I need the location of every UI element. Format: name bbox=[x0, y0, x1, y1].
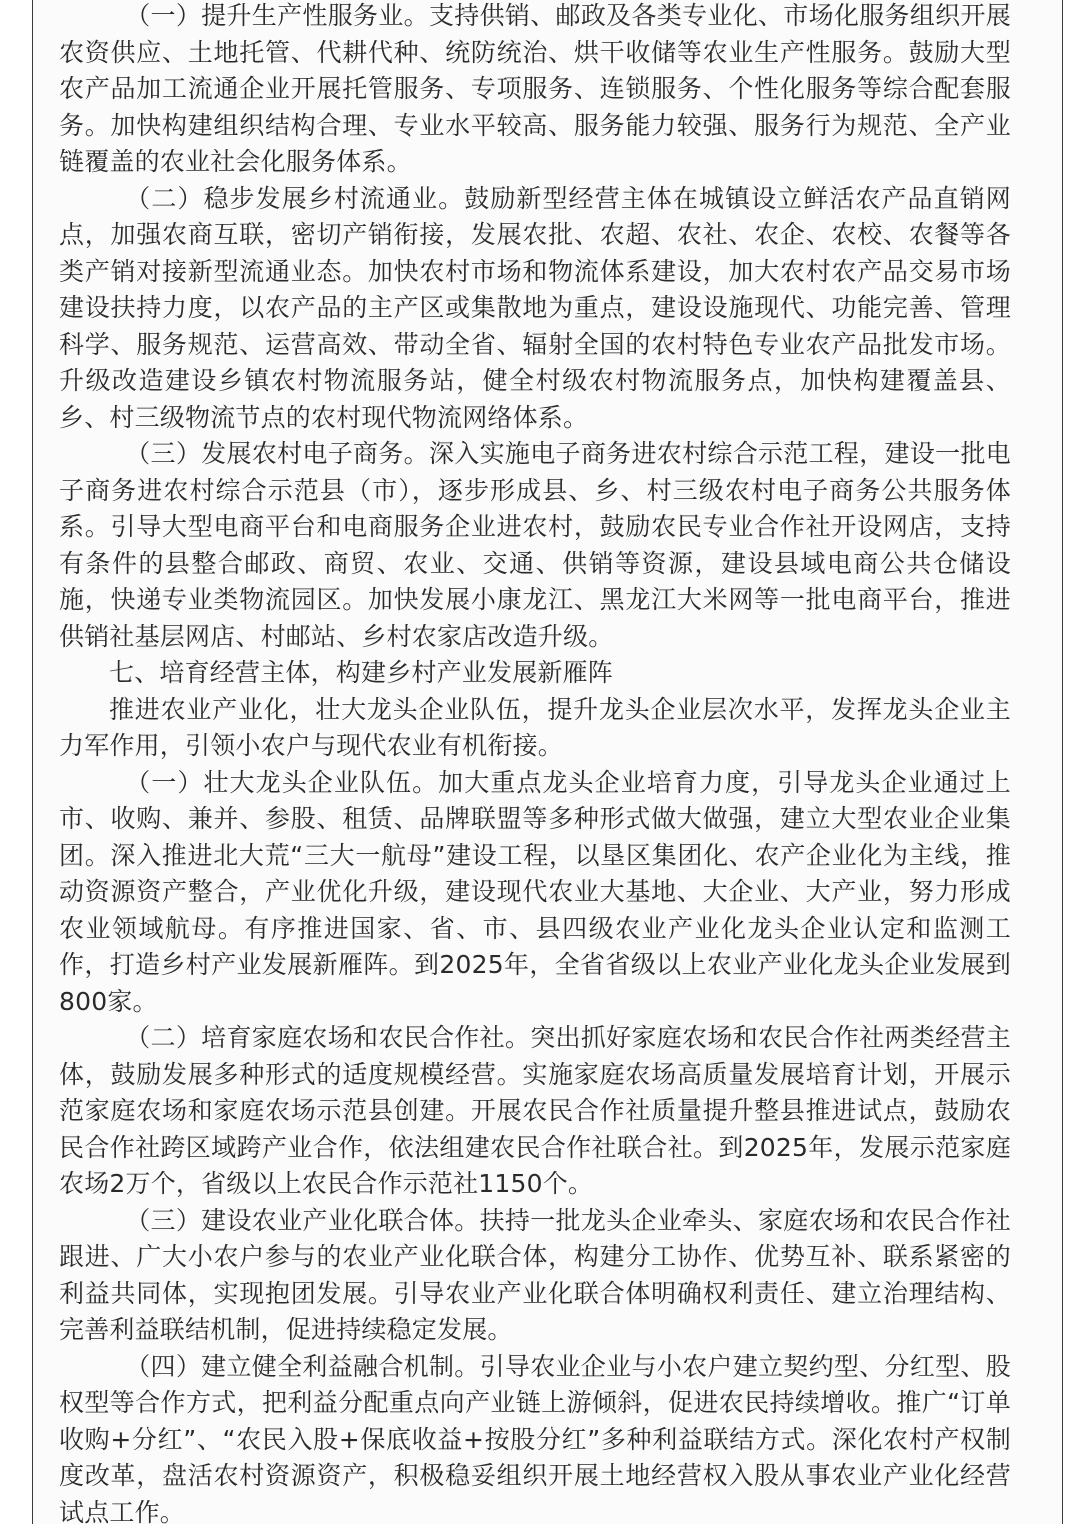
document-page bbox=[32, 0, 1063, 1524]
paragraph-section-intro: 推进农业产业化，壮大龙头企业队伍，提升龙头企业层次水平，发挥龙头企业主力军作用，引领小农户与现代农业有机衔接。 bbox=[59, 692, 1011, 765]
paragraph-rural-ecommerce: （三）发展农村电子商务。深入实施电子商务进农村综合示范工程，建设一批电子商务进农村综合示范县（市），逐步形成县、乡、村三级农村电子商务公共服务体系。引导大型电商平台和电商服务企业进农村，鼓励农民专业合作社开设网店，支持有条件的县整合邮政、商贸、农业、交通、供销等资源，建设县域电商公共仓储设施，快递专业类物流园区。加快发展小康龙江、黑龙江大米网等一批电商平台，推进供销社基层网店、村邮站、乡村农家店改造升级。 bbox=[59, 436, 1011, 655]
paragraph-benefit-mechanism: （四）建立健全利益融合机制。引导农业企业与小农户建立契约型、分红型、股权型等合作方式，把利益分配重点向产业链上游倾斜，促进农民持续增收。推广“订单收购+分红”、“农民入股+保底收益+按股分红”多种利益联结方式。深化农村产权制度改革，盘活农村资源资产，积极稳妥组织开展土地经营权入股从事农业产业化经营试点工作。 bbox=[59, 1349, 1011, 1531]
paragraph-rural-circulation: （二）稳步发展乡村流通业。鼓励新型经营主体在城镇设立鲜活农产品直销网点，加强农商互联，密切产销衔接，发展农批、农超、农社、农企、农校、农餐等各类产销对接新型流通业态。加快农村市场和物流体系建设，加大农村农产品交易市场建设扶持力度，以农产品的主产区或集散地为重点，建设设施现代、功能完善、管理科学、服务规范、运营高效、带动全省、辐射全国的农村特色专业农产品批发市场。升级改造建设乡镇农村物流服务站，健全村级农村物流服务点，加快构建覆盖县、乡、村三级物流节点的农村现代物流网络体系。 bbox=[59, 181, 1011, 437]
paragraph-leading-enterprises: （一）壮大龙头企业队伍。加大重点龙头企业培育力度，引导龙头企业通过上市、收购、兼并、参股、租赁、品牌联盟等多种形式做大做强，建立大型农业企业集团。深入推进北大荒“三大一航母”建设工程，以垦区集团化、农产企业化为主线，推动资源资产整合，产业优化升级，建设现代农业大基地、大企业、大产业，努力形成农业领域航母。有序推进国家、省、市、县四级农业产业化龙头企业认定和监测工作，打造乡村产业发展新雁阵。到2025年，全省省级以上农业产业化龙头企业发展到800家。 bbox=[59, 765, 1011, 1021]
paragraph-family-farms: （二）培育家庭农场和农民合作社。突出抓好家庭农场和农民合作社两类经营主体，鼓励发展多种形式的适度规模经营。实施家庭农场高质量发展培育计划，开展示范家庭农场和家庭农场示范县创建。开展农民合作社质量提升整县推进试点，鼓励农民合作社跨区域跨产业合作，依法组建农民合作社联合社。到2025年，发展示范家庭农场2万个，省级以上农民合作示范社1150个。 bbox=[59, 1020, 1011, 1203]
section-heading-seven: 七、培育经营主体，构建乡村产业发展新雁阵 bbox=[59, 655, 1011, 692]
paragraph-productive-services: （一）提升生产性服务业。支持供销、邮政及各类专业化、市场化服务组织开展农资供应、土地托管、代耕代种、统防统治、烘干收储等农业生产性服务。鼓励大型农产品加工流通企业开展托管服务、专项服务、连锁服务、个性化服务等综合配套服务。加快构建组织结构合理、专业水平较高、服务能力较强、服务行为规范、全产业链覆盖的农业社会化服务体系。 bbox=[59, 0, 1011, 181]
paragraph-industrial-consortium: （三）建设农业产业化联合体。扶持一批龙头企业牵头、家庭农场和农民合作社跟进、广大小农户参与的农业产业化联合体，构建分工协作、优势互补、联系紧密的利益共同体，实现抱团发展。引导农业产业化联合体明确权利责任、建立治理结构、完善利益联结机制，促进持续稳定发展。 bbox=[59, 1203, 1011, 1349]
document-body bbox=[59, 0, 1011, 1531]
